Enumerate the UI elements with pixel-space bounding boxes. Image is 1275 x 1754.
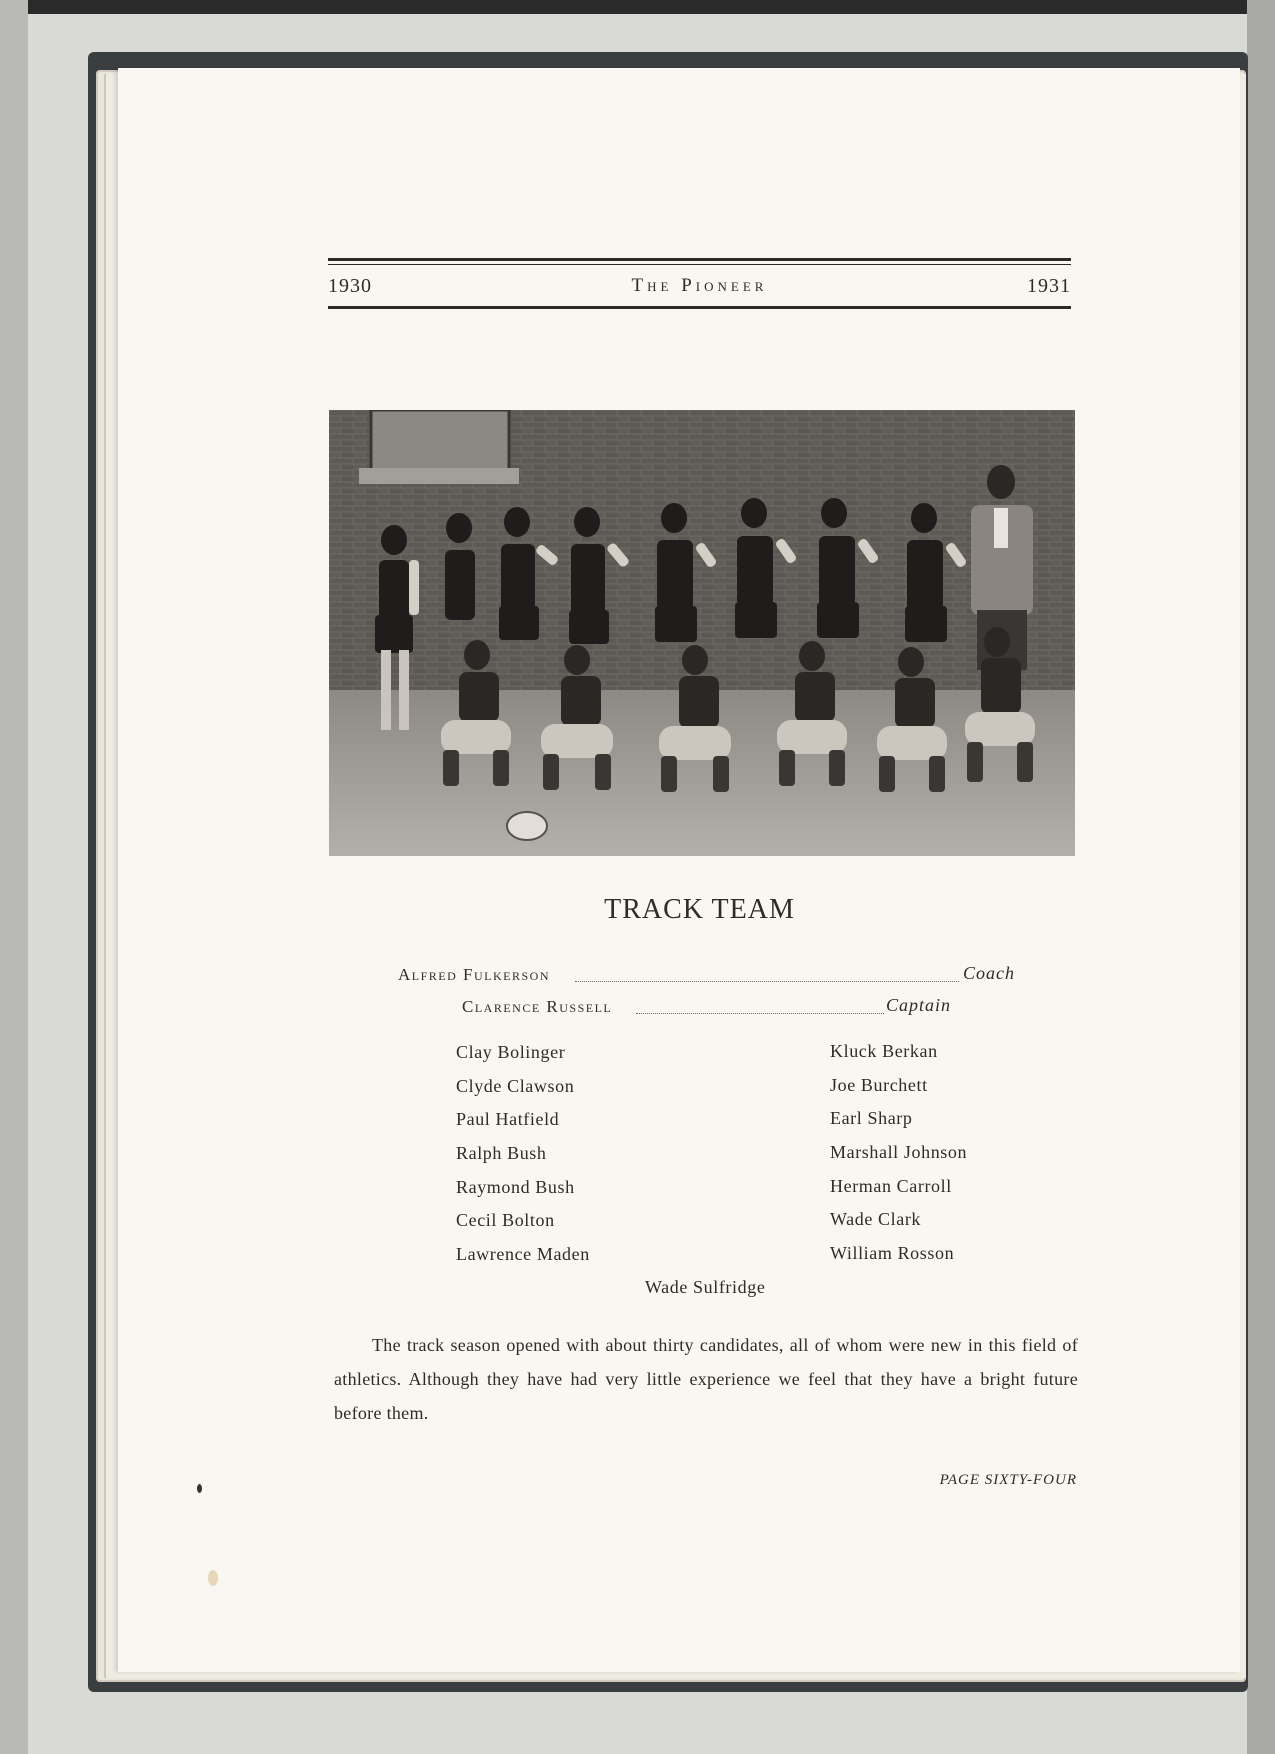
member-left-1: Clay Bolinger	[456, 1042, 566, 1062]
captain-name: Clarence Russell	[462, 997, 613, 1016]
page-number: PAGE SIXTY-FOUR	[939, 1472, 1077, 1488]
member-right-5: Herman Carroll	[830, 1176, 952, 1196]
member-right-6: Wade Clark	[830, 1209, 922, 1229]
member-left-2: Clyde Clawson	[456, 1076, 575, 1096]
header-rule-top-thin	[328, 264, 1071, 265]
member-center: Wade Sulfridge	[645, 1277, 766, 1297]
coach-role: Coach	[963, 963, 1015, 983]
captain-role: Captain	[886, 995, 952, 1015]
member-left-5: Raymond Bush	[456, 1177, 575, 1197]
member-left-7: Lawrence Maden	[456, 1244, 590, 1264]
member-right-7: William Rosson	[830, 1243, 955, 1263]
coach-name: Alfred Fulkerson	[398, 965, 550, 984]
scan-border-top	[0, 0, 1275, 14]
member-left-3: Paul Hatfield	[456, 1109, 560, 1129]
member-left-4: Ralph Bush	[456, 1143, 547, 1163]
header-year-right: 1931	[1027, 275, 1071, 297]
header-rule-top	[328, 258, 1071, 261]
header-publication-title: The Pioneer	[631, 275, 768, 296]
leader-dots-captain	[636, 1013, 884, 1014]
team-photograph	[329, 410, 1075, 856]
member-right-1: Kluck Berkan	[830, 1041, 938, 1061]
running-header	[328, 258, 1071, 310]
body-paragraph: The track season opened with about thirty candidates, all of whom were new in this field of athletics. Although they have had very little experience we feel that they have a bright future before them.	[334, 1335, 1078, 1423]
member-right-3: Earl Sharp	[830, 1108, 913, 1128]
member-right-2: Joe Burchett	[830, 1075, 928, 1095]
scan-border-left	[0, 0, 28, 1754]
paper-stain	[208, 1570, 218, 1586]
leader-dots-coach	[575, 981, 959, 982]
section-title: TRACK TEAM	[604, 894, 795, 925]
team-photo-image	[329, 410, 1075, 856]
header-rule-bottom	[328, 306, 1071, 309]
scan-border-right	[1247, 0, 1275, 1754]
scan-speck	[197, 1484, 202, 1493]
header-year-left: 1930	[328, 275, 372, 297]
member-right-4: Marshall Johnson	[830, 1142, 968, 1162]
member-left-6: Cecil Bolton	[456, 1210, 555, 1230]
